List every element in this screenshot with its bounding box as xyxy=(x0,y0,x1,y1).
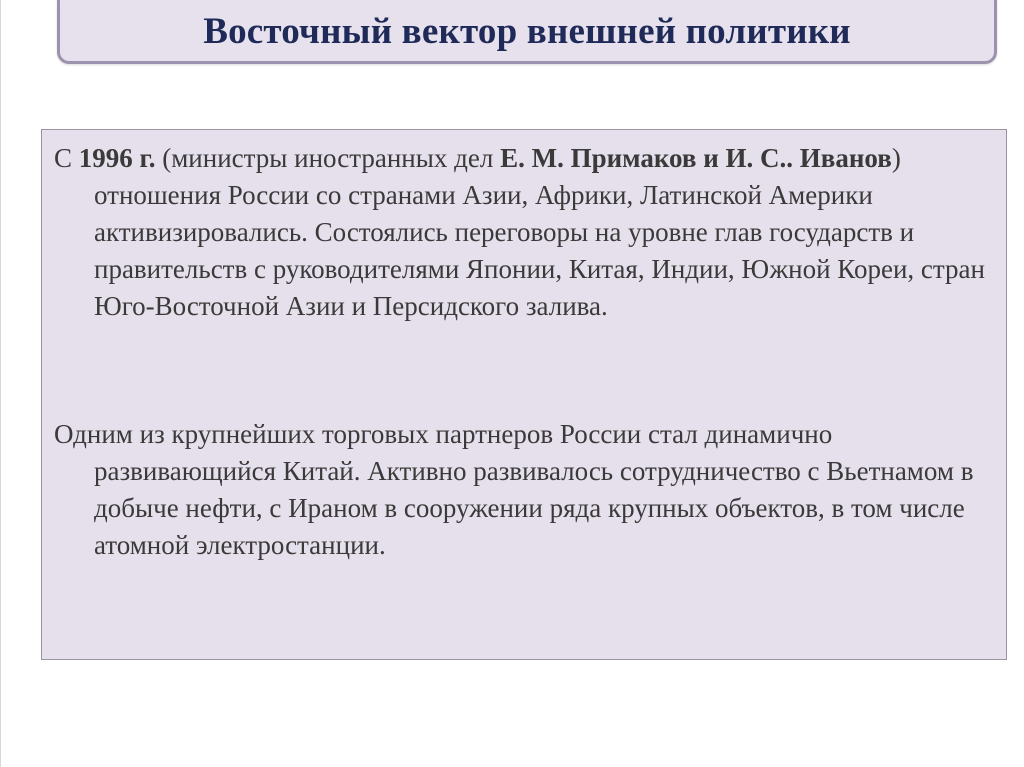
content-panel xyxy=(41,129,1007,660)
slide-left-edge xyxy=(0,0,1,767)
paragraph-1 xyxy=(54,140,994,325)
para1-year: 1996 г. xyxy=(78,143,156,173)
para1-mid: (министры иностранных дел xyxy=(155,143,501,173)
para1-rest: ) отношения России со странами Азии, Африки, Латинской Америки активизировались. Состоялись переговоры на уровне глав государств и правительств с руководителями Японии, Китая, Индии, Южной Кореи, стран Юго-Восточной Азии и Персидского залива. xyxy=(94,143,985,321)
para1-names-second: Иванов xyxy=(799,143,892,173)
paragraph-2 xyxy=(54,416,994,564)
para1-space xyxy=(793,143,800,173)
title-banner xyxy=(57,0,997,64)
para1-prefix: С xyxy=(54,143,79,173)
para2-text: Одним из крупнейших торговых партнеров России стал динамично развивающийся Китай. Активно развивалось сотрудничество с Вьетнамом в добыче нефти, с Ираном в сооружении ряда крупных объектов, в том числе атомной электростанции. xyxy=(54,419,974,560)
para1-names-first: Е. М. Примаков и И. С.. xyxy=(500,143,794,173)
slide-title: Восточный вектор внешней политики xyxy=(203,11,851,52)
